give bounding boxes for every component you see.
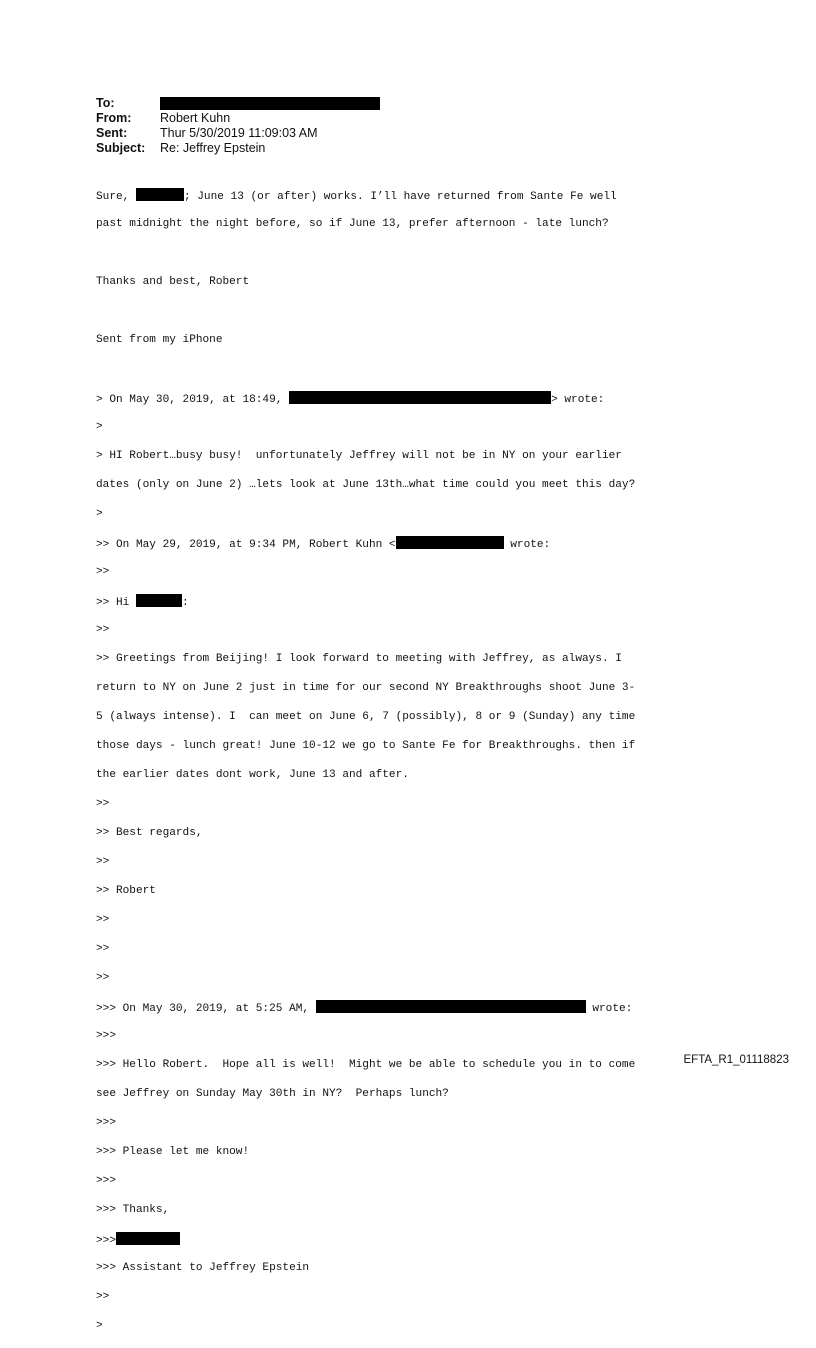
body-line: >>	[96, 942, 110, 955]
body-line: dates (only on June 2) …lets look at June 13th…what time could you meet this day?	[96, 478, 636, 491]
body-line: >	[96, 507, 103, 520]
text: > On May 30, 2019, at 18:49,	[96, 393, 290, 406]
document-id: EFTA_R1_01118823	[683, 1054, 789, 1066]
text: >> On May 29, 2019, at 9:34 PM, Robert Kuhn <	[96, 538, 396, 551]
body-line: >>>	[96, 1029, 116, 1042]
sent-value: Thur 5/30/2019 11:09:03 AM	[160, 126, 318, 140]
redaction-box	[136, 594, 182, 607]
sent-row	[96, 126, 380, 141]
redaction-box	[316, 1000, 586, 1013]
body-line	[96, 304, 746, 319]
body-line: >>> Hello Robert. Hope all is well! Might we be able to schedule you in to come	[96, 1058, 636, 1071]
text: wrote:	[503, 538, 551, 551]
subject-row	[96, 141, 380, 156]
body-line: >> Robert	[96, 884, 156, 897]
redaction-box	[136, 188, 184, 201]
body-line: >> Best regards,	[96, 826, 203, 839]
body-line: >>	[96, 565, 110, 578]
body-line: >>> Please let me know!	[96, 1145, 250, 1158]
body-line: past midnight the night before, so if June 13, prefer afternoon - late lunch?	[96, 217, 609, 230]
email-body	[96, 173, 746, 1348]
body-line: >	[96, 420, 103, 433]
to-label: To:	[96, 96, 115, 110]
text: :	[181, 596, 189, 609]
body-line	[96, 246, 746, 261]
body-line: > HI Robert…busy busy! unfortunately Jeffrey will not be in NY on your earlier	[96, 449, 622, 462]
body-line	[96, 188, 746, 203]
body-line: >>	[96, 855, 110, 868]
body-line: >>>	[96, 1116, 116, 1129]
body-line: 5 (always intense). I can meet on June 6, 7 (possibly), 8 or 9 (Sunday) any time	[96, 710, 636, 723]
body-line: >>	[96, 797, 110, 810]
to-row	[96, 96, 380, 111]
body-line: >	[96, 1319, 103, 1332]
from-row	[96, 111, 380, 126]
redaction-box	[396, 536, 504, 549]
body-line: >>> Thanks,	[96, 1203, 170, 1216]
body-line	[96, 1232, 746, 1247]
text: ; June 13 (or after) works. I’ll have returned from Sante Fe well	[183, 190, 617, 203]
text: >>>	[96, 1234, 116, 1247]
body-line: >>>	[96, 1174, 116, 1187]
body-line: the earlier dates dont work, June 13 and after.	[96, 768, 409, 781]
redaction-box	[116, 1232, 180, 1245]
redaction-box	[160, 97, 380, 110]
sent-label: Sent:	[96, 126, 128, 140]
body-line: >>	[96, 913, 110, 926]
body-line: return to NY on June 2 just in time for our second NY Breakthroughs shoot June 3-	[96, 681, 636, 694]
body-line	[96, 1000, 746, 1015]
text: >>> On May 30, 2019, at 5:25 AM,	[96, 1002, 316, 1015]
body-line: >>	[96, 971, 110, 984]
text: Sure,	[96, 190, 136, 203]
text: > wrote:	[551, 393, 605, 406]
body-line	[96, 594, 746, 609]
body-line	[96, 362, 746, 377]
from-value: Robert Kuhn	[160, 111, 231, 125]
from-label: From:	[96, 111, 132, 125]
body-line: see Jeffrey on Sunday May 30th in NY? Perhaps lunch?	[96, 1087, 449, 1100]
text: wrote:	[585, 1002, 633, 1015]
body-line	[96, 391, 746, 406]
body-line: >>	[96, 1290, 110, 1303]
body-line: >> Greetings from Beijing! I look forward to meeting with Jeffrey, as always. I	[96, 652, 622, 665]
subject-value: Re: Jeffrey Epstein	[160, 141, 266, 155]
body-line	[96, 536, 746, 551]
body-line: >>	[96, 623, 110, 636]
email-header	[96, 96, 380, 156]
subject-label: Subject:	[96, 141, 146, 155]
redaction-box	[289, 391, 551, 404]
body-line: Thanks and best, Robert	[96, 275, 250, 288]
text: >> Hi	[96, 596, 136, 609]
body-line: >>> Assistant to Jeffrey Epstein	[96, 1261, 310, 1274]
body-line: those days - lunch great! June 10-12 we go to Sante Fe for Breakthroughs. then if	[96, 739, 636, 752]
body-line: Sent from my iPhone	[96, 333, 223, 346]
